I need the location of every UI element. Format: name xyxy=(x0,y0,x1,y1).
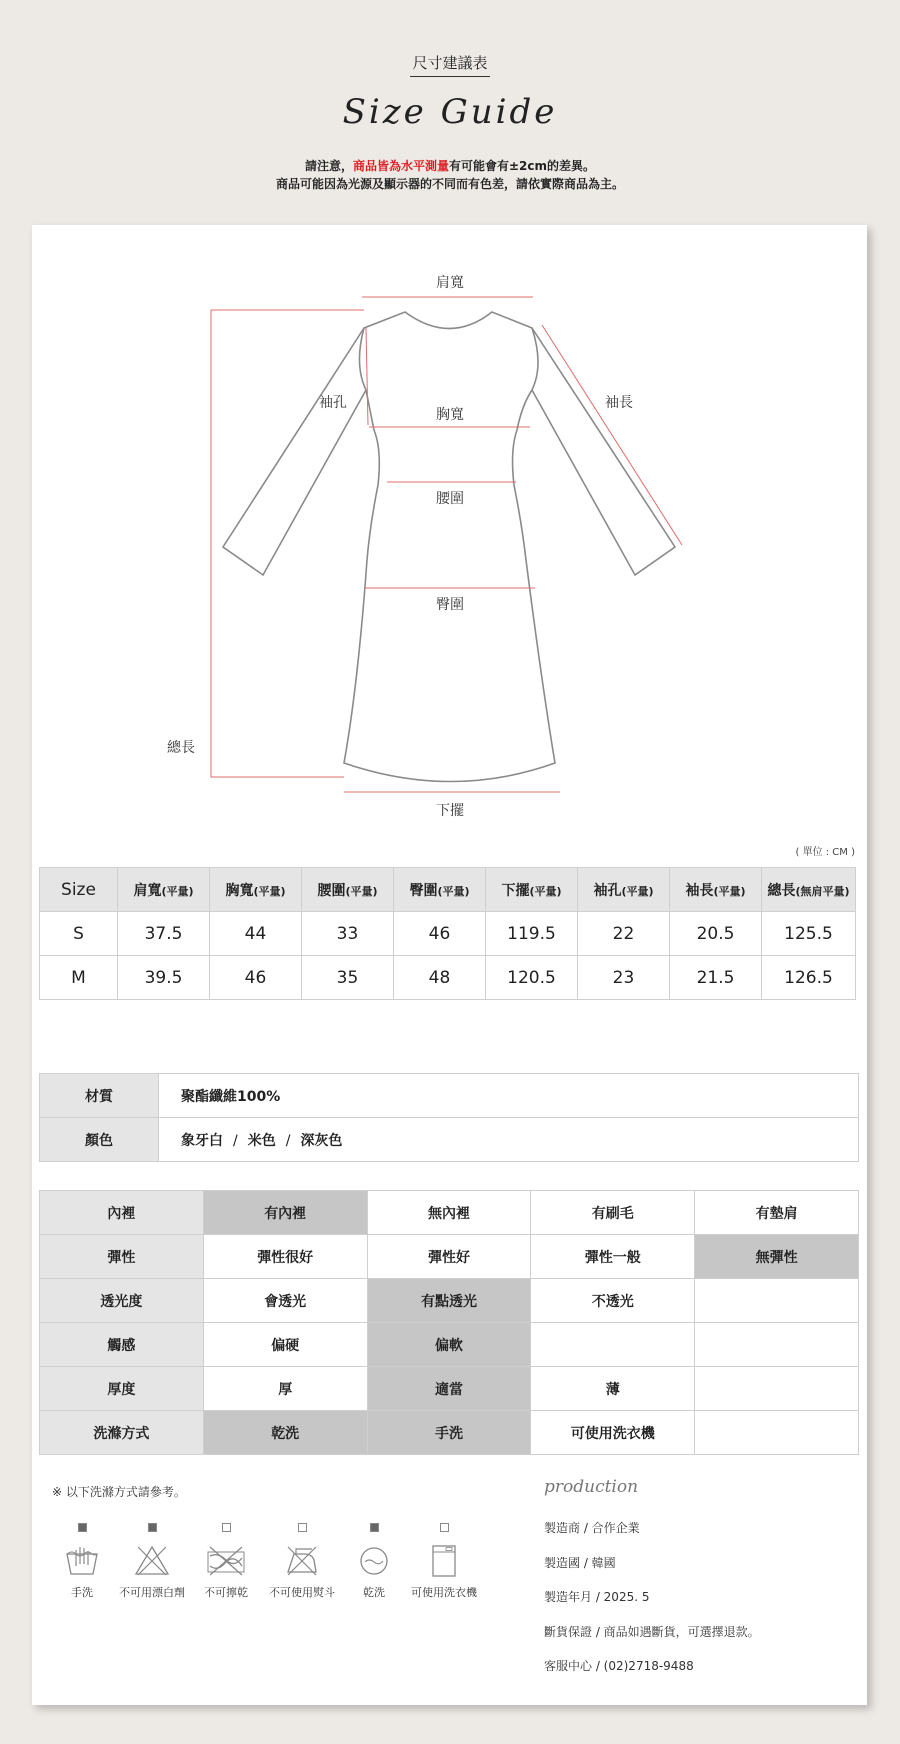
feature-row xyxy=(40,1411,859,1455)
table-cell: 44 xyxy=(210,912,302,956)
feature-option: 無內裡 xyxy=(367,1191,531,1235)
label-length: 總長 xyxy=(167,740,195,756)
care-icons xyxy=(42,1523,502,1643)
material-table xyxy=(39,1073,859,1162)
care-item-dry-clean: 乾洗 xyxy=(334,1523,414,1600)
color-label: 顏色 xyxy=(40,1118,159,1162)
feature-option: 有點透光 xyxy=(367,1279,531,1323)
header-armhole: 袖孔(平量) xyxy=(578,868,670,912)
label-waist: 腰圍 xyxy=(436,491,464,507)
no-bleach-icon xyxy=(134,1544,170,1578)
feature-option xyxy=(695,1367,859,1411)
header-waist: 腰圍(平量) xyxy=(302,868,394,912)
header-sleeve: 袖長(平量) xyxy=(670,868,762,912)
color-option: 米色 xyxy=(247,1132,276,1149)
dry-clean-icon xyxy=(356,1544,392,1578)
length-line xyxy=(211,310,364,777)
table-cell: 126.5 xyxy=(762,956,856,1000)
feature-option: 不透光 xyxy=(531,1279,695,1323)
feature-option: 會透光 xyxy=(203,1279,367,1323)
feature-option: 偏硬 xyxy=(203,1323,367,1367)
production-line: 製造年月 / 2025. 5 xyxy=(544,1590,650,1604)
feature-label: 洗滌方式 xyxy=(40,1411,204,1455)
unit-note: ( 單位 : CM ) xyxy=(795,847,855,858)
feature-option: 可使用洗衣機 xyxy=(531,1411,695,1455)
table-cell: 20.5 xyxy=(670,912,762,956)
production-line: 製造國 / 韓國 xyxy=(544,1556,616,1570)
color-values: 象牙白 / 米色 / 深灰色 xyxy=(159,1118,859,1162)
table-cell: 46 xyxy=(394,912,486,956)
material-label: 材質 xyxy=(40,1074,159,1118)
feature-option: 有墊肩 xyxy=(695,1191,859,1235)
header-shoulder: 肩寬(平量) xyxy=(118,868,210,912)
production-line: 斷貨保證 / 商品如遇斷貨，可選擇退款。 xyxy=(544,1625,760,1639)
size-guide-card xyxy=(32,225,867,1705)
production-line: 製造商 / 合作企業 xyxy=(544,1521,640,1535)
care-item-no-bleach: 不可用漂白劑 xyxy=(112,1523,192,1600)
feature-option xyxy=(695,1411,859,1455)
care-checkbox xyxy=(298,1523,307,1532)
table-cell: 22 xyxy=(578,912,670,956)
care-item-washing-machine: 可使用洗衣機 xyxy=(404,1523,484,1600)
feature-option: 手洗 xyxy=(367,1411,531,1455)
dress-diagram xyxy=(32,225,867,825)
label-armhole: 袖孔 xyxy=(319,395,347,411)
care-checkbox xyxy=(148,1523,157,1532)
feature-option: 薄 xyxy=(531,1367,695,1411)
table-row xyxy=(40,912,856,956)
color-option: 象牙白 xyxy=(181,1132,223,1149)
table-row xyxy=(40,956,856,1000)
size-table xyxy=(39,867,856,1000)
table-cell: 23 xyxy=(578,956,670,1000)
feature-option: 厚 xyxy=(203,1367,367,1411)
label-sleeve: 袖長 xyxy=(605,395,633,411)
label-hem: 下擺 xyxy=(436,803,464,819)
production-line: 客服中心 / (02)2718-9488 xyxy=(544,1659,694,1673)
feature-option: 無彈性 xyxy=(695,1235,859,1279)
feature-label: 內裡 xyxy=(40,1191,204,1235)
note-highlight: 商品皆為水平測量 xyxy=(352,159,449,173)
table-cell: S xyxy=(40,912,118,956)
table-cell: 39.5 xyxy=(118,956,210,1000)
feature-row xyxy=(40,1367,859,1411)
table-cell: 119.5 xyxy=(486,912,578,956)
table-cell: 35 xyxy=(302,956,394,1000)
feature-option xyxy=(695,1323,859,1367)
material-value: 聚酯纖維100% xyxy=(159,1074,859,1118)
no-wring-icon xyxy=(206,1544,246,1578)
care-item-no-iron: 不可使用熨斗 xyxy=(262,1523,342,1600)
label-chest: 胸寬 xyxy=(436,407,464,423)
measurement-note xyxy=(0,157,900,193)
sleeve-line xyxy=(542,325,682,545)
feature-row xyxy=(40,1191,859,1235)
color-row xyxy=(40,1118,859,1162)
table-cell: M xyxy=(40,956,118,1000)
size-table-header xyxy=(40,868,856,912)
feature-option: 有刷毛 xyxy=(531,1191,695,1235)
feature-row xyxy=(40,1235,859,1279)
care-checkbox xyxy=(440,1523,449,1532)
note-line-1: 請注意，商品皆為水平測量有可能會有±2cm的差異。 xyxy=(304,159,596,173)
care-checkbox xyxy=(78,1523,87,1532)
feature-label: 觸感 xyxy=(40,1323,204,1367)
feature-table xyxy=(39,1190,859,1455)
table-cell: 125.5 xyxy=(762,912,856,956)
color-option: 深灰色 xyxy=(300,1132,343,1149)
table-cell: 21.5 xyxy=(670,956,762,1000)
care-item-hand-wash: 手洗 xyxy=(42,1523,122,1600)
header-chest: 胸寬(平量) xyxy=(210,868,302,912)
label-shoulder: 肩寬 xyxy=(436,275,464,291)
feature-option xyxy=(531,1323,695,1367)
subtitle: 尺寸建議表 xyxy=(0,52,900,77)
table-cell: 33 xyxy=(302,912,394,956)
dress-outline xyxy=(344,312,555,782)
feature-label: 透光度 xyxy=(40,1279,204,1323)
feature-row xyxy=(40,1279,859,1323)
label-hip: 臀圍 xyxy=(436,597,464,613)
care-checkbox xyxy=(370,1523,379,1532)
header-size: Size xyxy=(40,868,118,912)
table-cell: 46 xyxy=(210,956,302,1000)
production-title: production xyxy=(544,1477,639,1497)
header-hem: 下擺(平量) xyxy=(486,868,578,912)
header-length: 總長(無肩平量) xyxy=(762,868,856,912)
feature-option: 乾洗 xyxy=(203,1411,367,1455)
no-iron-icon xyxy=(284,1544,320,1578)
table-cell: 37.5 xyxy=(118,912,210,956)
left-sleeve-outline xyxy=(223,328,366,575)
table-cell: 120.5 xyxy=(486,956,578,1000)
feature-option: 偏軟 xyxy=(367,1323,531,1367)
feature-label: 厚度 xyxy=(40,1367,204,1411)
feature-label: 彈性 xyxy=(40,1235,204,1279)
feature-option: 有內裡 xyxy=(203,1191,367,1235)
feature-row xyxy=(40,1323,859,1367)
right-sleeve-outline xyxy=(532,328,675,575)
page-title: Size Guide xyxy=(342,92,558,132)
note-line-2: 商品可能因為光源及顯示器的不同而有色差，請依實際商品為主。 xyxy=(275,177,624,191)
feature-option: 適當 xyxy=(367,1367,531,1411)
header-hip: 臀圍(平量) xyxy=(394,868,486,912)
material-row xyxy=(40,1074,859,1118)
table-cell: 48 xyxy=(394,956,486,1000)
feature-option: 彈性很好 xyxy=(203,1235,367,1279)
armhole-line xyxy=(366,328,368,425)
washing-machine-icon xyxy=(426,1544,462,1578)
care-item-no-wring: 不可擰乾 xyxy=(186,1523,266,1600)
care-note: ※ 以下洗滌方式請參考。 xyxy=(52,1485,186,1499)
feature-option xyxy=(695,1279,859,1323)
feature-option: 彈性好 xyxy=(367,1235,531,1279)
hand-wash-icon xyxy=(64,1544,100,1578)
care-checkbox xyxy=(222,1523,231,1532)
feature-option: 彈性一般 xyxy=(531,1235,695,1279)
